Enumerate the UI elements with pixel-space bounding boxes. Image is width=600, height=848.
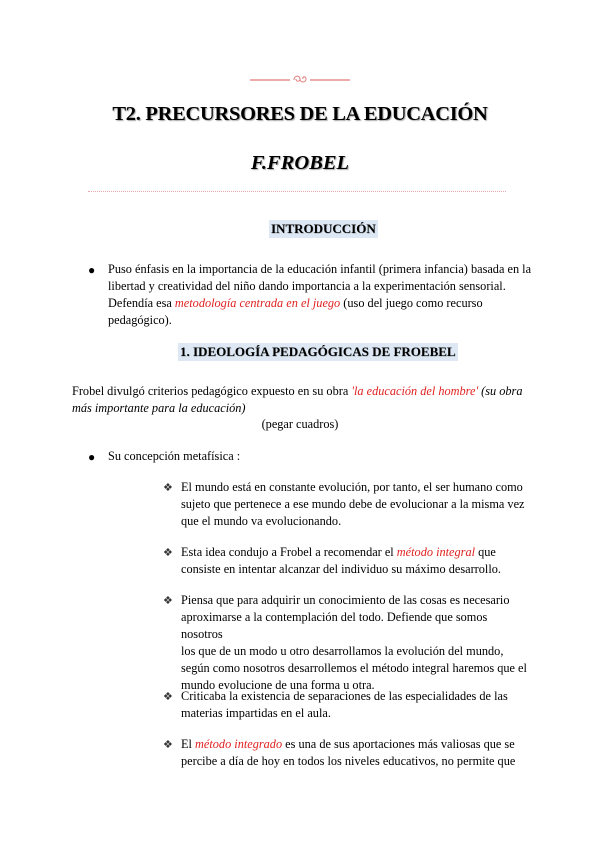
- point-1-line-1: El mundo está en constante evolución, por tanto, el ser humano como: [181, 480, 523, 494]
- bullet-icon: ●: [88, 263, 96, 277]
- point-1-line-2: sujeto que pertenece a ese mundo debe de evolucionar a la misma vez: [181, 497, 525, 511]
- point-2-emphasis: método integral: [396, 545, 476, 559]
- point-1-line-3: que el mundo va evolucionando.: [181, 514, 342, 528]
- point-3-line-4: según como nosotros desarrollemos el método integral haremos que el: [181, 661, 527, 675]
- point-3-line-1: Piensa que para adquirir un conocimiento de las cosas es necesario: [181, 593, 510, 607]
- dotted-divider: [88, 191, 506, 192]
- diamond-bullet-icon: ❖: [163, 482, 173, 494]
- diamond-bullet-icon: ❖: [163, 547, 173, 559]
- obra-title: 'la educación del hombre': [351, 384, 479, 398]
- diamond-bullet-icon: ❖: [163, 595, 173, 607]
- point-2-pre: Esta idea condujo a Frobel a recomendar el: [181, 545, 397, 559]
- point-2-line-2: consiste en intentar alcanzar del individuo su máximo desarrollo.: [181, 562, 501, 576]
- intro-emphasis: metodología centrada en el juego: [174, 296, 341, 310]
- diamond-bullet-icon: ❖: [163, 739, 173, 751]
- obra-paragraph: [72, 383, 542, 417]
- intro-line-3-post: (uso del juego como recurso: [340, 296, 483, 310]
- point-5-post: es una de sus aportaciones más valiosas que se: [282, 737, 515, 751]
- obra-pre: Frobel divulgó criterios pedagógico expuesto en su obra: [72, 384, 352, 398]
- point-4-line-1: Criticaba la existencia de separaciones de las especialidades de las: [181, 689, 508, 703]
- intro-line-2: libertad y creatividad del niño dando importancia a la experimentación sensorial.: [108, 279, 506, 293]
- intro-line-3: [108, 295, 548, 312]
- bullet-icon: ●: [88, 450, 96, 464]
- point-5-emphasis: método integrado: [195, 737, 283, 751]
- intro-paragraph: [108, 261, 548, 329]
- point-2-line-1: [181, 544, 531, 561]
- point-3-line-5: mundo evolucione de una forma u otra.: [181, 678, 375, 692]
- intro-line-1: Puso énfasis en la importancia de la educación infantil (primera infancia) basada en la: [108, 262, 532, 276]
- intro-line-4: pedagógico).: [108, 313, 172, 327]
- metafisica-label: Su concepción metafísica :: [108, 449, 241, 463]
- heading-ideologia: 1. IDEOLOGÍA PEDAGÓGICAS DE FROEBEL: [180, 344, 456, 359]
- point-4-line-2: materias impartidas en el aula.: [181, 706, 331, 720]
- obra-line-1: [72, 383, 542, 400]
- point-5: [181, 736, 531, 770]
- point-5-pre: El: [181, 737, 196, 751]
- obra-post-1: (su obra: [478, 384, 523, 398]
- point-1: [181, 479, 531, 530]
- diamond-bullet-icon: ❖: [163, 691, 173, 703]
- obra-line-2: más importante para la educación): [72, 401, 246, 415]
- document-subtitle: F.FROBEL: [250, 152, 350, 174]
- point-3: [181, 592, 531, 694]
- point-4: [181, 688, 531, 722]
- document-title: T2. PRECURSORES DE LA EDUCACIÓN: [112, 103, 488, 125]
- point-5-line-1: [181, 736, 531, 753]
- point-3-line-2: aproximarse a la contemplación del todo. Defiende que somos nosotros: [181, 610, 488, 641]
- intro-line-3-pre: Defendía esa: [108, 296, 175, 310]
- heading-introduccion: INTRODUCCIÓN: [271, 221, 376, 236]
- ornament-divider-icon: [250, 72, 350, 86]
- point-2: [181, 544, 531, 578]
- point-2-post: que: [475, 545, 496, 559]
- point-5-line-2: percibe a día de hoy en todos los niveles educativos, no permite que: [181, 754, 516, 768]
- obra-note: (pegar cuadros): [261, 417, 339, 431]
- point-3-line-3: los que de un modo u otro desarrollamos la evolución del mundo,: [181, 644, 504, 658]
